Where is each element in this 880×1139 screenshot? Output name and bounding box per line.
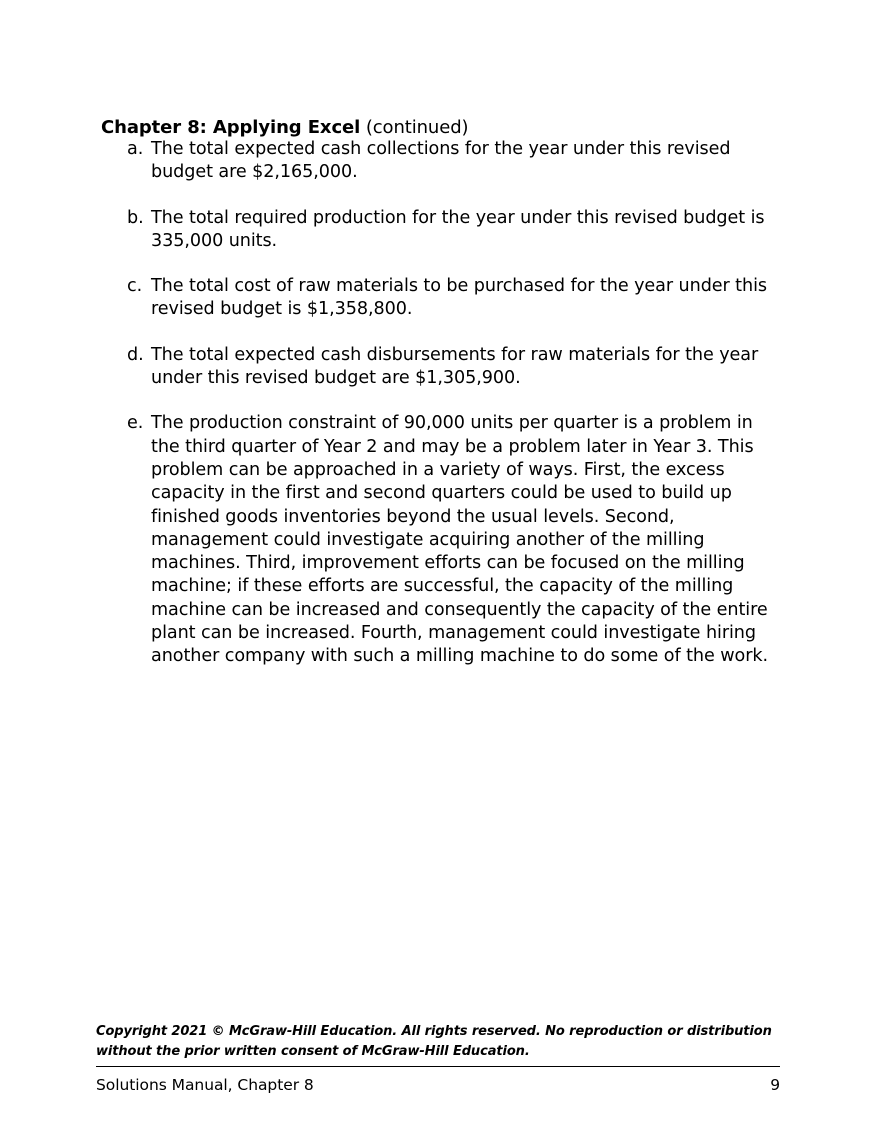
list-item (127, 275, 779, 322)
list-item (127, 138, 779, 185)
page-footer (96, 1022, 780, 1095)
list-item-text: The production constraint of 90,000 units per quarter is a problem in the third quarter of Year 2 and may be a problem later in Year 3. This problem can be approached in a variety of ways. First, the excess capacity in the first and second quarters could be used to build up finished goods inventories beyond the usual levels. Second, management could investigate acquiring another of the milling machines. Third, improvement efforts can be focused on the milling machine; if these efforts are successful, the capacity of the milling machine can be increased and consequently the capacity of the entire plant can be increased. Fourth, management could investigate hiring another company with such a milling machine to do some of the work. (151, 413, 768, 667)
list-item-text: The total cost of raw materials to be purchased for the year under this revised budget is $1,358,800. (151, 276, 767, 320)
footer-bar (96, 1075, 780, 1095)
list-item (127, 207, 779, 254)
list-item-marker: e. (127, 413, 144, 434)
list-item (127, 344, 779, 391)
copyright-notice: Copyright 2021 © McGraw-Hill Education. All rights reserved. No reproduction or distribution without the prior written consent of McGraw-Hill Education. (96, 1024, 772, 1059)
list-item-text: The total required production for the year under this revised budget is 335,000 units. (151, 207, 765, 251)
page-number: 9 (770, 1076, 780, 1094)
list-item-marker: d. (127, 344, 144, 365)
list-item-text: The total expected cash disbursements for raw materials for the year under this revised budget are $1,305,900. (151, 344, 759, 389)
list-item-marker: b. (127, 207, 144, 228)
list-item-text: The total expected cash collections for the year under this revised budget are $2,165,000. (151, 139, 731, 183)
footer-source-label: Solutions Manual, Chapter 8 (96, 1076, 314, 1094)
page-title-continued-note: (continued) (360, 117, 469, 139)
answer-list (127, 138, 779, 669)
footer-divider (96, 1066, 780, 1067)
page-title (101, 116, 468, 139)
list-item (127, 412, 779, 668)
list-item-marker: a. (127, 139, 144, 159)
page-title-main: Chapter 8: Applying Excel (101, 117, 361, 139)
list-item-marker: c. (127, 276, 143, 297)
